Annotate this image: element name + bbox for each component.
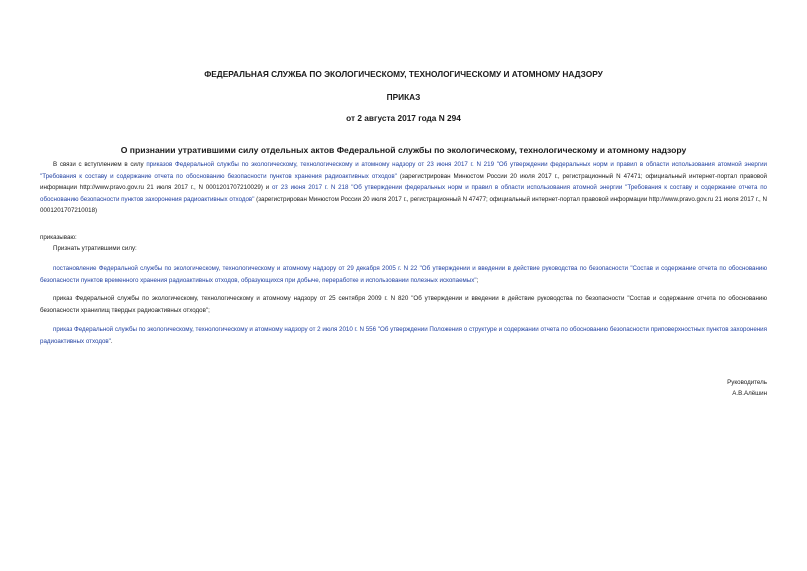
document-type: ПРИКАЗ (386, 92, 421, 102)
agency-title: ФЕДЕРАЛЬНАЯ СЛУЖБА ПО ЭКОЛОГИЧЕСКОМУ, ТЕХНОЛОГИЧЕСКОМУ И АТОМНОМУ НАДЗОРУ (204, 69, 603, 79)
intro-text-after: (зарегистрирован Минюстом России 20 июля 2017 г., регистрационный N 47477; официальный интернет-портал правовой информации http://www.pravo.gov.ru 21 июля 2017 г., N 0001201707210018) (40, 195, 767, 215)
order-priznat: Признать утратившими силу: (53, 245, 137, 252)
repealed-item-2 (40, 293, 767, 316)
document-subject: О признании утратившими силу отдельных актов Федеральной службы по экологическому, технологическому и атомному надзору (120, 145, 687, 155)
document-date-number: от 2 августа 2017 года N 294 (346, 113, 461, 123)
order-prikazyvayu: приказываю: (40, 234, 77, 241)
intro-paragraph (40, 159, 767, 217)
repealed-item-1-link[interactable]: постановление Федеральной службы по экологическому, технологическому и атомному надзору от 29 декабря 2005 г. N 22 "Об утверждении и введении в действие руководства по безопасности "Состав и содержание отчета по обоснованию безопасности пунктов временного хранения радиоактивных отходов, образующихся при добыче, переработке и использовании полезных ископаемых" (40, 265, 767, 284)
repealed-item-3 (40, 324, 767, 347)
intro-text-before: В связи с вступлением в силу (53, 161, 147, 168)
intro-link-order-219[interactable]: приказов Федеральной службы по экологическому, технологическому и атомному надзору от 23 июня 2017 г. N 219 "Об утверждении федеральных норм и правил в области использования атомной энергии "Требования к составу и содержание отчета по обоснованию безопасности пунктов хранения радиоактивных отходов" (40, 161, 768, 180)
repealed-item-3-suffix: . (110, 337, 113, 345)
repealed-item-1-suffix: ; (476, 276, 479, 284)
intro-link-order-218[interactable]: от 23 июня 2017 г. N 218 "Об утверждении федеральных норм и правил в области использования атомной энергии "Требования к составу и содержание отчета по обоснованию безопасности пунктов захоронения радиоактивных отходов" (40, 184, 767, 203)
repealed-item-1 (40, 263, 767, 286)
intro-text-middle: (зарегистрирован Минюстом России 20 июля 2017 г., регистрационный N 47471; официальный интернет-портал правовой информации http://www.pravo.gov.ru 21 июля 2017 г., N 0001201707210029) и (40, 172, 768, 192)
signature-role: Руководитель (727, 379, 767, 386)
repealed-item-2-text: приказ Федеральной службы по экологическому, технологическому и атомному надзору от 25 сентября 2009 г. N 820 "Об утверждении и введении в действие руководства по безопасности "Состав и содержание отчета по обоснованию безопасности хранилищ твердых радиоактивных отходов"; (40, 295, 767, 314)
repealed-item-3-link[interactable]: приказ Федеральной службы по экологическому, технологическому и атомному надзору от 2 июля 2010 г. N 556 "Об утверждении Положения о структуре и содержании отчета по обоснованию безопасности приповерхностных пунктов захоронения радиоактивных отходов" (40, 326, 767, 345)
signature-name: А.В.Алёшин (732, 390, 767, 397)
